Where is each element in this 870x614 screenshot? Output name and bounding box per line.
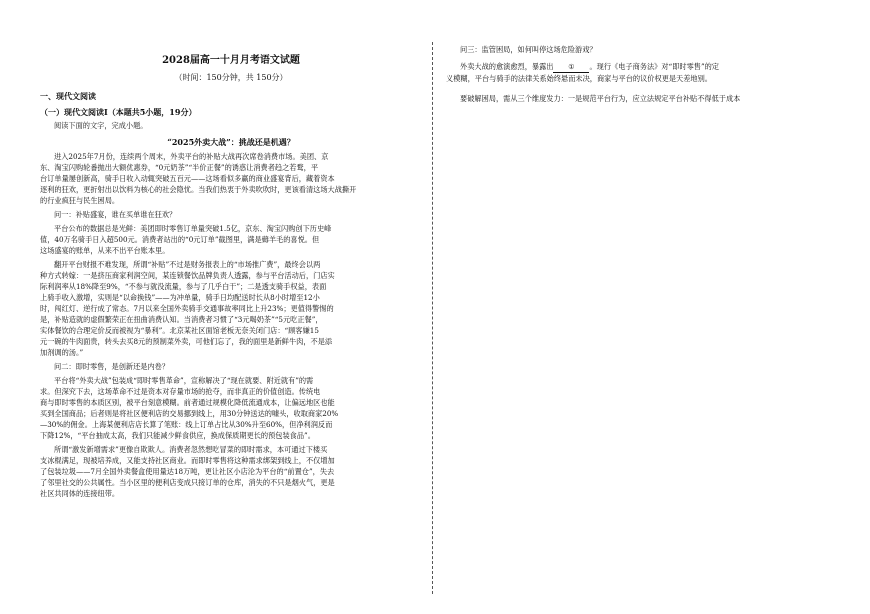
text-line: 实体餐饮的合理定价反而被视为“暴利”。北京某社区面馆老板无奈关闭门店：“顾客嫌15 bbox=[40, 326, 319, 335]
text-line: 翻开平台财报不难发现，所谓“补贴”不过是财务报表上的“市场推广费”，最终会以两 bbox=[54, 260, 321, 269]
text-line: 所谓“激发新增需求”更像自欺欺人。消费者忽然想吃冒菜的即时需求，本可通过下楼买 bbox=[54, 445, 328, 454]
text-line: 买到全国商品；后者则是将社区便利店的交易挪到线上，用30分钟送达的噱头，收取商家20% bbox=[40, 409, 339, 418]
exam-title: 2028届高一十月月考语文试题 bbox=[162, 55, 300, 66]
text-line: 时，闯红灯、逆行成了常态。7月以来全国外卖骑手交通事故率同比上升23%；更值得警惕的 bbox=[40, 304, 334, 313]
paragraph-q1 bbox=[40, 223, 422, 256]
text-line: 支冰棍满足，现被培养成，又能支持社区商业。而即时零售将这种需求绑架到线上，不仅增加 bbox=[40, 456, 335, 465]
answer-blank[interactable]: ① bbox=[553, 61, 589, 73]
section-heading: 一、现代文阅读 bbox=[40, 91, 96, 101]
question-heading-1: 问一：补贴盛宴，谁在买单谁在狂欢？ bbox=[54, 210, 177, 219]
paragraph-intro bbox=[40, 151, 422, 206]
text-line: 了包装垃圾——7月全国外卖餐盒使用量达18万吨，更让社区小店沦为平台的“前置仓”，失去 bbox=[40, 467, 335, 476]
text-line: 求。但深究下去，这场革命不过是资本对存量市场的抢夺，而非真正的价值创造。传统电 bbox=[40, 387, 321, 396]
text-line: 加剂调的汤。” bbox=[40, 348, 84, 357]
text-line: —30%的佣金。上海某便利店店长算了笔账：线上订单占比从30%升至60%，但净利润反而 bbox=[40, 420, 333, 429]
left-column bbox=[40, 48, 422, 499]
text-line: 平台将“外卖大战”包装成“即时零售革命”，宣称解决了“现在就要、附近就有”的需 bbox=[54, 376, 314, 385]
question-heading-2: 问二：即时零售，是创新还是内卷？ bbox=[54, 362, 170, 371]
text-fragment: 外卖大战的愈演愈烈，暴露出 bbox=[460, 62, 554, 71]
subsection-heading: （一）现代文阅读Ⅰ（本题共5小题，19分） bbox=[40, 107, 197, 117]
exam-time-score: （时间：150分钟，共 150分） bbox=[174, 73, 288, 82]
text-line: 这场盛宴的账单，从来不出平台账本里。 bbox=[40, 246, 170, 255]
text-line: 逐利的狂欢，更折射出以饮料为核心的社会隐忧。当我们热衷于外卖吹吹时，更该看清这场大战撕开 bbox=[40, 185, 357, 194]
paragraph-q1b bbox=[40, 259, 422, 358]
paragraph-q2 bbox=[40, 375, 422, 441]
column-divider bbox=[432, 42, 433, 594]
text-line-with-blank bbox=[446, 61, 830, 73]
instruction: 阅读下面的文字，完成小题。 bbox=[54, 121, 148, 130]
text-line: 台订单量屡创新高，骑手日收入动辄突破五百元——这场看似多赢的商业盛宴背后，藏着资本 bbox=[40, 174, 335, 183]
article-title: “2025外卖大战”：挑战还是机遇？ bbox=[167, 137, 295, 147]
text-line: 际利润率从18%降至9%，“不参与就没流量，参与了几乎白干”；二是透支骑手权益，表面 bbox=[40, 282, 327, 291]
text-line: 社区共同体的连接纽带。 bbox=[40, 489, 120, 498]
text-line: 义模糊，平台与骑手的法律关系始终悬而未决，商家与平台的议价权更是天差地别。 bbox=[446, 74, 712, 83]
text-line: 了邻里社交的公共属性。当小区里的便利店变成只接订单的仓库，消失的不只是烟火气，更是 bbox=[40, 478, 335, 487]
paragraph-q3b bbox=[446, 93, 830, 104]
paragraph-q3 bbox=[446, 61, 830, 84]
paragraph-q2b bbox=[40, 444, 422, 499]
text-line: 进入2025年7月份，连续两个周末，外卖平台的补贴大战再次席卷消费市场。美团、京 bbox=[54, 152, 329, 161]
text-line: 元一碗的牛肉面贵，转头去买8元的预制菜外卖，可他们忘了，我的面里是新鲜牛肉，不是添 bbox=[40, 337, 333, 346]
text-line: 要破解困局，需从三个维度发力：一是规范平台行为，应立法规定平台补贴不得低于成本 bbox=[460, 94, 741, 103]
text-fragment: 。现行《电子商务法》对“即时零售”的定 bbox=[589, 62, 719, 71]
question-heading-3: 问三：监管困局，如何叫停这场危险游戏？ bbox=[460, 45, 597, 54]
text-line: 东、淘宝闪购轮番抛出大额优惠券，“0元奶茶”“半价正餐”的诱惑让消费者趋之若鹜，平 bbox=[40, 163, 319, 172]
text-line: 种方式转嫁：一是挤压商家利润空间，某连锁餐饮品牌负责人透露，参与平台活动后，门店实 bbox=[40, 271, 335, 280]
right-column bbox=[446, 44, 830, 104]
text-line: 平台公布的数据总是光鲜：美团即时零售订单量突破1.5亿，京东、淘宝闪购创下历史峰 bbox=[54, 224, 332, 233]
text-line: 商与即时零售的本质区别，被平台刻意模糊。前者通过规模化降低流通成本，让偏远地区也能 bbox=[40, 398, 335, 407]
text-line: 下降12%，“平台抽成太高，我们只能减少鲜食供应，换成保质期更长的预包装食品”。 bbox=[40, 431, 315, 440]
text-line: 值，40万名骑手日入超500元。消费者站出的“0元订单”截图里，满是薅羊毛的喜悦。但 bbox=[40, 235, 320, 244]
text-line: 的行业疯狂与民生困局。 bbox=[40, 196, 120, 205]
text-line: 是，补贴造就的虚假繁荣正在扭曲消费认知。当消费者习惯了“3元喝奶茶”“5元吃正餐”， bbox=[40, 315, 323, 324]
text-line: 上骑手收入激增，实则是“以命换钱”——为冲单量，骑手日均配送时长从8小时增至12小 bbox=[40, 293, 320, 302]
